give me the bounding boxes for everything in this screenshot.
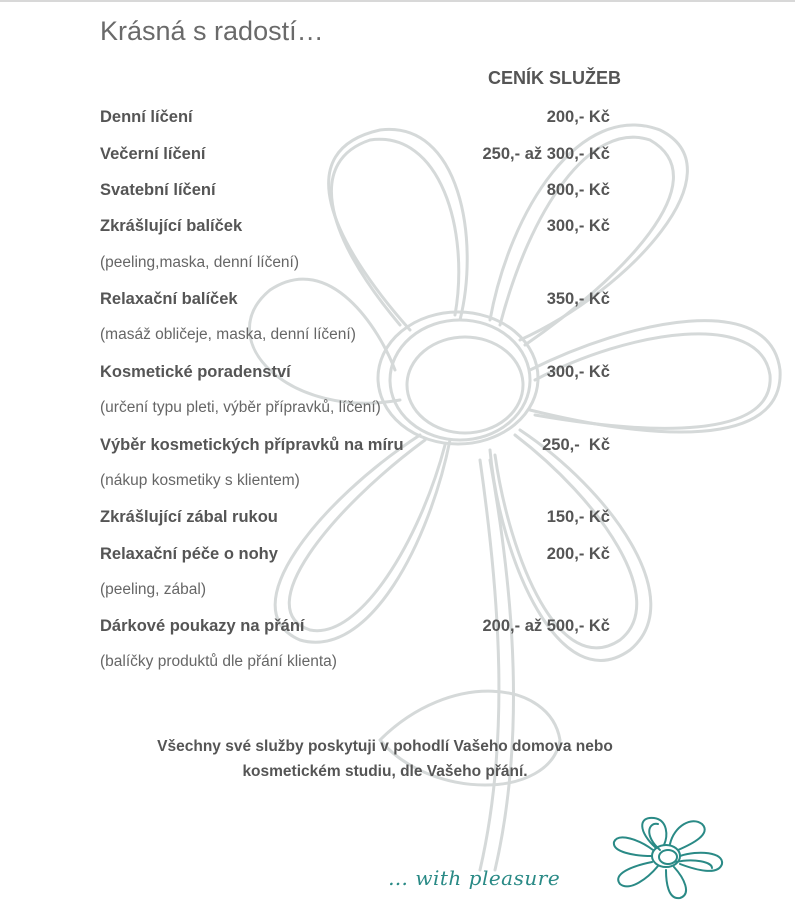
service-price: 300,- Kč <box>546 217 610 235</box>
service-name: Relaxační péče o nohy <box>100 545 278 563</box>
service-row <box>100 217 620 241</box>
service-price: 300,- Kč <box>546 363 610 381</box>
signature-text: … with pleasure <box>388 866 561 890</box>
service-price: 200,- až 500,- Kč <box>482 617 610 635</box>
price-list-heading: CENÍK SLUŽEB <box>488 68 622 88</box>
service-price: 350,- Kč <box>546 290 610 308</box>
service-note: (určení typu pleti, výběr přípravků, líčení) <box>100 399 381 416</box>
service-name: Dárkové poukazy na přání <box>100 617 305 635</box>
service-note: (masáž obličeje, maska, denní líčení) <box>100 326 356 343</box>
service-row <box>100 145 620 169</box>
service-name: Kosmetické poradenství <box>100 363 291 381</box>
service-name: Svatební líčení <box>100 181 216 199</box>
service-name: Denní líčení <box>100 108 193 126</box>
service-price: 150,- Kč <box>546 508 610 526</box>
service-row <box>100 508 620 532</box>
service-note: (balíčky produktů dle přání klienta) <box>100 653 337 670</box>
service-row <box>100 436 620 460</box>
service-name: Relaxační balíček <box>100 290 238 308</box>
flower-logo-icon <box>608 812 728 902</box>
top-border <box>0 0 795 2</box>
footer-line: Všechny své služby poskytuji v pohodlí Vašeho domova nebo <box>157 738 613 755</box>
page-title: Krásná s radostí… <box>100 16 324 46</box>
service-note: (peeling, zábal) <box>100 581 206 598</box>
service-price: 200,- Kč <box>546 108 610 126</box>
service-name: Večerní líčení <box>100 145 206 163</box>
footer-text <box>140 734 630 784</box>
service-row <box>100 290 620 314</box>
service-row <box>100 617 620 641</box>
service-price: 200,- Kč <box>546 545 610 563</box>
service-row <box>100 108 620 132</box>
service-name: Výběr kosmetických přípravků na míru <box>100 436 404 454</box>
service-name: Zkrášlující balíček <box>100 217 243 235</box>
service-note: (peeling,maska, denní líčení) <box>100 254 300 271</box>
service-name: Zkrášlující zábal rukou <box>100 508 278 526</box>
footer-line: kosmetickém studiu, dle Vašeho přání. <box>242 763 528 780</box>
service-row <box>100 181 620 205</box>
service-note: (nákup kosmetiky s klientem) <box>100 472 300 489</box>
service-price: 800,- Kč <box>546 181 610 199</box>
service-row <box>100 545 620 569</box>
service-price: 250,- až 300,- Kč <box>482 145 610 163</box>
service-price: 250,- Kč <box>542 436 610 454</box>
service-row <box>100 363 620 387</box>
